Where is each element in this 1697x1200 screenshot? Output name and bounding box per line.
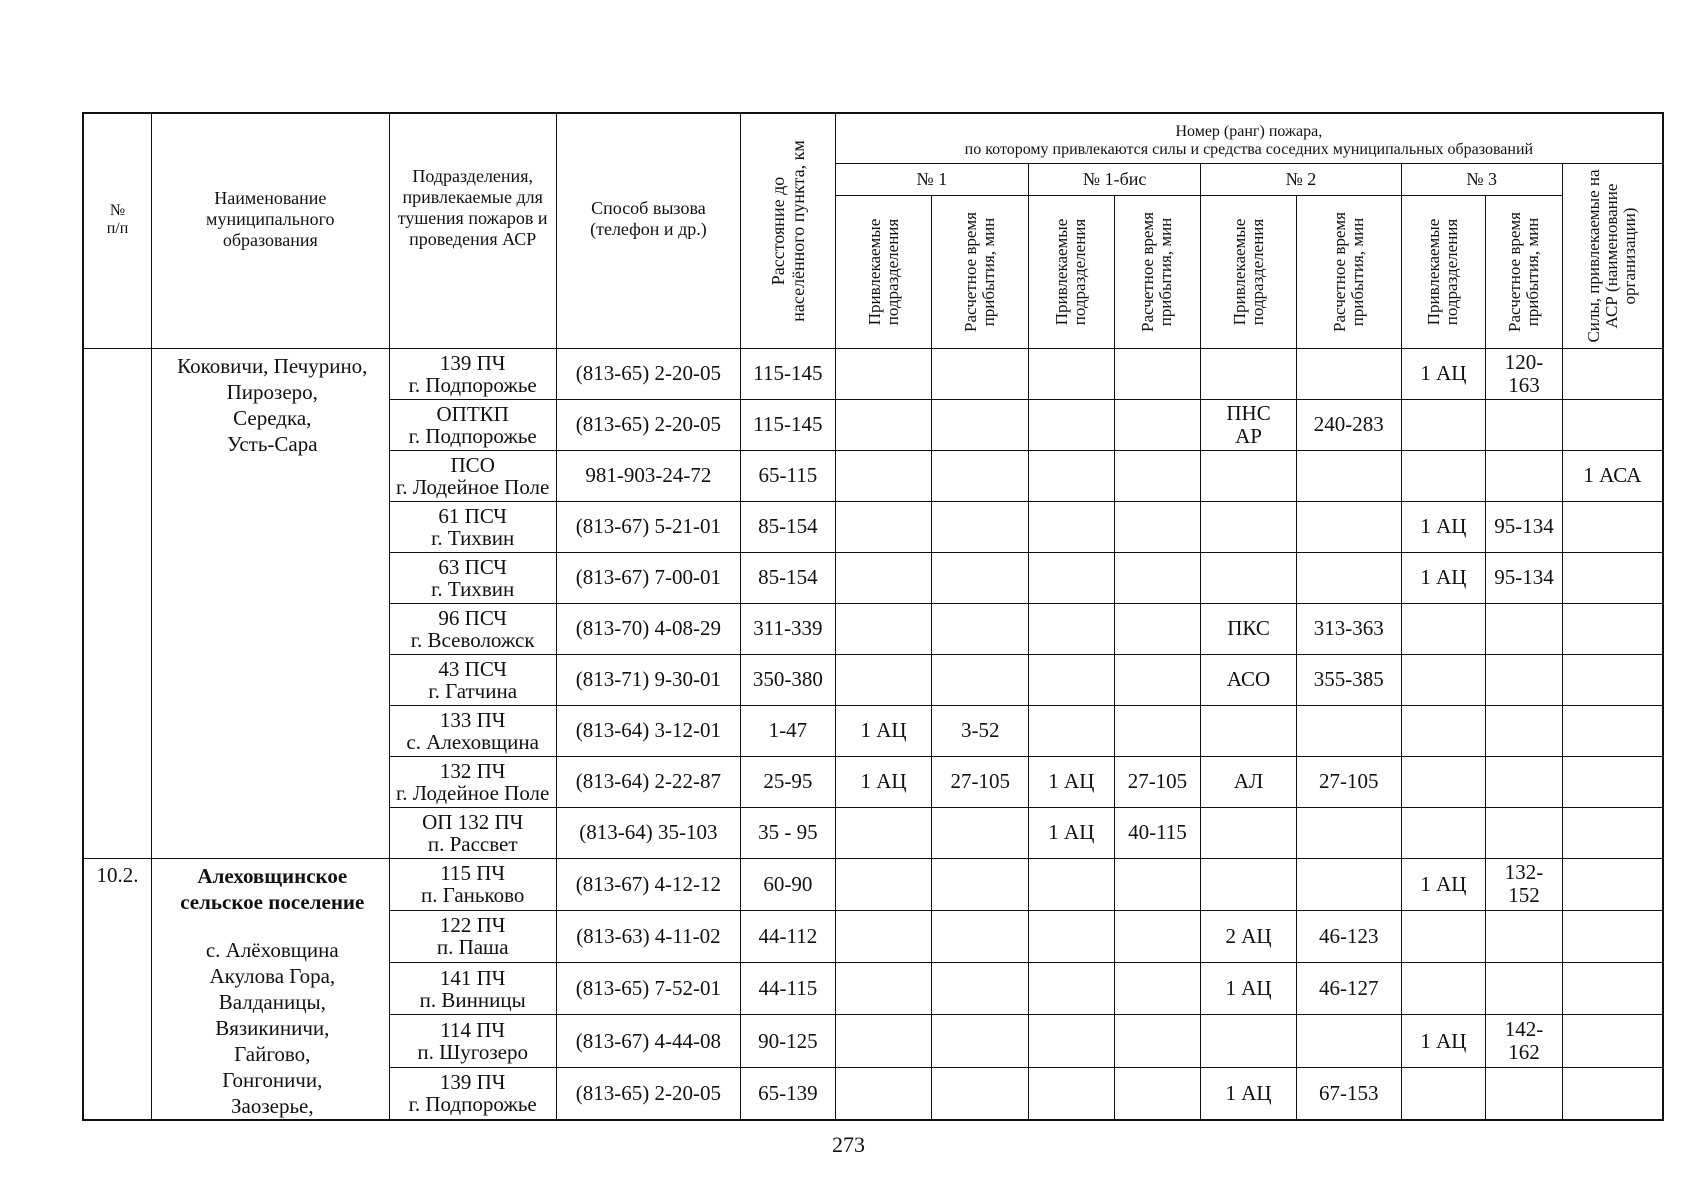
cell-r1u [835,858,932,910]
municipality-cell [151,858,389,1120]
header-rank-3: № 3 [1401,163,1562,195]
unit-location: г. Всеволожск [410,627,535,652]
unit-name: 43 ПСЧ [438,656,507,681]
cell-r3t [1486,705,1563,756]
table-row [83,858,1663,910]
cell-r1bt [1114,552,1201,603]
municipality-cell [151,348,389,858]
cell-dist: 90-125 [741,1015,836,1067]
header-r1-time-label: Расчетное время прибытия, мин [961,211,999,332]
row-number: 10.2. [83,858,151,1120]
cell-r1u [835,552,932,603]
header-rank-2: № 2 [1201,163,1401,195]
cell-r3u: 1 АЦ [1401,552,1486,603]
cell-phone: (813-70) 4-08-29 [556,603,740,654]
cell-r2t [1296,858,1401,910]
cell-r1t [932,654,1029,705]
cell-phone: (813-64) 35-103 [556,807,740,858]
cell-asr [1562,399,1663,450]
settlement-name: Коковичи, Печурино, [177,353,368,378]
cell-r2t [1296,348,1401,399]
cell-r1u: 1 АЦ [835,756,932,807]
cell-r1bt [1114,1067,1201,1119]
cell-r2u: 1 АЦ [1201,963,1297,1015]
municipality-name-line1: Алеховщинское [197,863,348,888]
cell-r2u [1201,450,1297,501]
cell-r1t: 3-52 [932,705,1029,756]
cell-r3t [1486,603,1563,654]
cell-r3t [1486,756,1563,807]
cell-r3u: 1 АЦ [1401,501,1486,552]
cell-r3u [1401,450,1486,501]
cell-dist: 311-339 [741,603,836,654]
cell-r1bt: 27-105 [1114,756,1201,807]
cell-unit [389,1067,556,1119]
unit-name: 141 ПЧ [439,965,506,990]
cell-r1u [835,603,932,654]
cell-phone: (813-64) 3-12-01 [556,705,740,756]
cell-r3u: 1 АЦ [1401,1015,1486,1067]
header-r1-units [835,195,932,348]
cell-r3t: 95-134 [1486,501,1563,552]
cell-r1t [932,603,1029,654]
cell-r1u [835,1067,932,1119]
cell-asr [1562,348,1663,399]
cell-phone: (813-67) 4-44-08 [556,1015,740,1067]
cell-r2t [1296,1015,1401,1067]
cell-r3u: 1 АЦ [1401,348,1486,399]
header-r3-time [1486,195,1563,348]
cell-r2u [1201,348,1297,399]
cell-r2t: 67-153 [1296,1067,1401,1119]
cell-r2t [1296,705,1401,756]
cell-r2t: 27-105 [1296,756,1401,807]
cell-r1bu [1029,1015,1115,1067]
unit-name: ПСО [450,452,495,477]
cell-unit [389,858,556,910]
cell-dist: 65-139 [741,1067,836,1119]
header-r1bis-time [1114,195,1201,348]
cell-r1u [835,910,932,962]
cell-r1bt [1114,501,1201,552]
cell-r2t: 240-283 [1296,399,1401,450]
cell-r3t: 120- 163 [1486,348,1563,399]
cell-dist: 115-145 [741,348,836,399]
cell-r2u [1201,705,1297,756]
cell-r1bu [1029,1067,1115,1119]
unit-name: ОП 132 ПЧ [422,809,524,834]
cell-r3u [1401,807,1486,858]
cell-dist: 85-154 [741,501,836,552]
cell-r1bu [1029,348,1115,399]
table-body [83,348,1663,1120]
cell-r2t [1296,807,1401,858]
cell-r3t: 142- 162 [1486,1015,1563,1067]
settlement-name: Вязикиничи, [215,1015,330,1040]
cell-r1t [932,501,1029,552]
cell-asr [1562,552,1663,603]
cell-r1bt: 40-115 [1114,807,1201,858]
cell-r1t [932,1015,1029,1067]
cell-dist: 44-115 [741,963,836,1015]
header-r2-units [1201,195,1297,348]
settlement-name: Валданицы, [218,989,326,1014]
cell-r3u [1401,1067,1486,1119]
municipality-name-line2: сельское поселение [180,889,365,914]
cell-r3u [1401,910,1486,962]
cell-phone: (813-64) 2-22-87 [556,756,740,807]
settlement-name: Середка, [233,405,312,430]
cell-asr [1562,603,1663,654]
cell-asr [1562,963,1663,1015]
cell-r1bt [1114,654,1201,705]
cell-r1u [835,963,932,1015]
cell-dist: 1-47 [741,705,836,756]
cell-r2u: АСО [1201,654,1297,705]
header-r3-time-label: Расчетное время прибытия, мин [1504,211,1542,332]
cell-r2t: 46-127 [1296,963,1401,1015]
cell-r1t: 27-105 [932,756,1029,807]
cell-r3t [1486,1067,1563,1119]
cell-r1bu [1029,858,1115,910]
cell-r2u: 1 АЦ [1201,1067,1297,1119]
settlement-name: Пирозеро, [226,379,318,404]
cell-r1bu: 1 АЦ [1029,807,1115,858]
unit-location: п. Винницы [419,987,526,1012]
unit-location: п. Рассвет [427,831,518,856]
settlement-name: с. Алёховщина [205,937,339,962]
cell-r1u: 1 АЦ [835,705,932,756]
header-r1-units-label: Привлекаемые подразделения [864,218,902,325]
cell-r1bt [1114,910,1201,962]
cell-phone: (813-67) 7-00-01 [556,552,740,603]
cell-unit [389,1015,556,1067]
cell-r2t: 46-123 [1296,910,1401,962]
cell-r2u [1201,552,1297,603]
cell-phone: (813-65) 7-52-01 [556,963,740,1015]
cell-unit [389,807,556,858]
unit-location: п. Ганьково [420,883,525,908]
cell-asr [1562,1015,1663,1067]
cell-r1bu: 1 АЦ [1029,756,1115,807]
cell-phone: (813-67) 4-12-12 [556,858,740,910]
header-r2-units-label: Привлекаемые подразделения [1229,218,1267,325]
unit-name: 61 ПСЧ [438,503,507,528]
cell-r2t: 355-385 [1296,654,1401,705]
cell-r1u [835,501,932,552]
unit-name: 133 ПЧ [439,707,506,732]
cell-r3t [1486,654,1563,705]
cell-phone: (813-65) 2-20-05 [556,399,740,450]
cell-r2u: 2 АЦ [1201,910,1297,962]
cell-r1t [932,450,1029,501]
cell-unit [389,399,556,450]
cell-r3u: 1 АЦ [1401,858,1486,910]
cell-asr [1562,654,1663,705]
cell-r1bu [1029,963,1115,1015]
cell-r3t [1486,450,1563,501]
cell-r2t [1296,552,1401,603]
cell-r2u: ПНС АР [1201,399,1297,450]
cell-asr: 1 АСА [1562,450,1663,501]
settlement-name: Гонгоничи, [222,1067,323,1092]
cell-r1bt [1114,399,1201,450]
cell-r2u: ПКС [1201,603,1297,654]
cell-r1bu [1029,910,1115,962]
cell-unit [389,348,556,399]
cell-unit [389,450,556,501]
unit-name: 139 ПЧ [439,350,506,375]
cell-unit [389,654,556,705]
unit-location: п. Паша [436,935,509,960]
cell-r1u [835,399,932,450]
cell-r1u [835,807,932,858]
settlement-name: Усть-Сара [227,431,318,456]
unit-location: г. Подпорожье [408,423,537,448]
cell-r1t [932,858,1029,910]
header-rank-1bis: № 1-бис [1029,163,1201,195]
page-number: 273 [832,1132,865,1157]
unit-location: г. Тихвин [431,576,515,601]
cell-phone: (813-65) 2-20-05 [556,348,740,399]
unit-location: г. Лодейное Поле [396,780,550,805]
header-units: Подразделения, привлекаемые для тушения пожаров и проведения АСР [389,113,556,348]
cell-r3u [1401,654,1486,705]
header-fire-rank [835,113,1663,163]
unit-location: г. Подпорожье [408,372,537,397]
cell-unit [389,603,556,654]
cell-unit [389,552,556,603]
cell-r1bu [1029,501,1115,552]
cell-phone: (813-71) 9-30-01 [556,654,740,705]
table-row [83,348,1663,399]
cell-r3u [1401,399,1486,450]
cell-r3u [1401,705,1486,756]
cell-r3t [1486,963,1563,1015]
cell-r1bt [1114,858,1201,910]
settlement-name: Акулова Гора, [209,963,336,988]
unit-name: 114 ПЧ [440,1018,506,1043]
cell-r1u [835,1015,932,1067]
cell-dist: 115-145 [741,399,836,450]
cell-r1bu [1029,603,1115,654]
cell-r1bt [1114,705,1201,756]
cell-asr [1562,705,1663,756]
cell-r3u [1401,603,1486,654]
header-fire-rank-line1: Номер (ранг) пожара, [1175,123,1323,141]
cell-dist: 25-95 [741,756,836,807]
unit-location: г. Гатчина [428,678,518,703]
cell-asr [1562,910,1663,962]
settlement-name: Гайгово, [234,1041,311,1066]
spacer [162,915,383,937]
cell-r2u [1201,807,1297,858]
cell-unit [389,963,556,1015]
cell-unit [389,910,556,962]
unit-location: с. Алеховщина [406,729,539,754]
header-r2-time-label: Расчетное время прибытия, мин [1329,211,1367,332]
row-number-empty [83,348,151,858]
cell-unit [389,705,556,756]
unit-name: 132 ПЧ [439,758,506,783]
cell-dist: 44-112 [741,910,836,962]
header-distance [741,113,836,348]
cell-r1t [932,807,1029,858]
cell-r1bt [1114,348,1201,399]
cell-r2t: 313-363 [1296,603,1401,654]
cell-r1u [835,450,932,501]
cell-unit [389,756,556,807]
cell-r1t [932,348,1029,399]
cell-r1t [932,399,1029,450]
cell-r2u: АЛ [1201,756,1297,807]
cell-r3u [1401,963,1486,1015]
cell-asr [1562,756,1663,807]
cell-r1t [932,1067,1029,1119]
cell-r3t: 95-134 [1486,552,1563,603]
cell-r2u [1201,858,1297,910]
cell-r1bu [1029,552,1115,603]
unit-location: п. Шугозеро [417,1040,528,1065]
unit-location: г. Тихвин [431,525,515,550]
cell-asr [1562,501,1663,552]
cell-r3t: 132- 152 [1486,858,1563,910]
header-number-label: № п/п [106,202,129,237]
cell-dist: 65-115 [741,450,836,501]
cell-r3t [1486,399,1563,450]
cell-dist: 350-380 [741,654,836,705]
cell-phone: (813-65) 2-20-05 [556,1067,740,1119]
header-asr-forces [1562,163,1663,348]
cell-asr [1562,1067,1663,1119]
unit-name: 122 ПЧ [439,913,506,938]
fire-forces-table [82,112,1664,1121]
header-fire-rank-line2: по которому привлекаются силы и средства соседних муниципальных образований [964,141,1534,159]
unit-location: г. Лодейное Поле [396,474,550,499]
cell-r1t [932,552,1029,603]
cell-r1bt [1114,450,1201,501]
header-r1bis-time-label: Расчетное время прибытия, мин [1138,211,1176,332]
cell-dist: 85-154 [741,552,836,603]
unit-name: 115 ПЧ [440,861,506,886]
header-rank-1: № 1 [835,163,1028,195]
header-number [83,113,151,348]
cell-r1bu [1029,450,1115,501]
cell-r1bu [1029,705,1115,756]
cell-r2t [1296,450,1401,501]
header-call-method: Способ вызова (телефон и др.) [556,113,740,348]
unit-name: ОПТКП [436,401,509,426]
header-r1bis-units-label: Привлекаемые подразделения [1052,218,1090,325]
cell-r3u [1401,756,1486,807]
cell-unit [389,501,556,552]
cell-dist: 35 - 95 [741,807,836,858]
cell-phone: (813-63) 4-11-02 [556,910,740,962]
cell-r1bt [1114,1015,1201,1067]
cell-r3t [1486,910,1563,962]
cell-r1bu [1029,654,1115,705]
cell-r1bu [1029,399,1115,450]
unit-location: г. Подпорожье [408,1092,537,1117]
header-distance-label: Расстояние до населённого пункта, км [767,140,808,322]
cell-r1bt [1114,963,1201,1015]
cell-r1u [835,654,932,705]
cell-r1t [932,963,1029,1015]
unit-name: 139 ПЧ [439,1070,506,1095]
cell-dist: 60-90 [741,858,836,910]
cell-r2u [1201,1015,1297,1067]
header-r3-units [1401,195,1486,348]
document-page [82,112,1664,1121]
header-r2-time [1296,195,1401,348]
cell-asr [1562,858,1663,910]
settlement-name: Заозерье, [230,1093,314,1118]
header-asr-forces-label: Силы, привлекаемые на АСР (наименование организации) [1584,168,1640,343]
header-municipality: Наименование муниципального образования [151,113,389,348]
unit-name: 96 ПСЧ [438,605,507,630]
header-r1bis-units [1029,195,1115,348]
header-r1-time [932,195,1029,348]
cell-r1t [932,910,1029,962]
cell-r2u [1201,501,1297,552]
cell-asr [1562,807,1663,858]
cell-r3t [1486,807,1563,858]
unit-name: 63 ПСЧ [438,554,507,579]
cell-phone: (813-67) 5-21-01 [556,501,740,552]
cell-r2t [1296,501,1401,552]
cell-phone: 981-903-24-72 [556,450,740,501]
header-r3-units-label: Привлекаемые подразделения [1424,218,1462,325]
cell-r1u [835,348,932,399]
cell-r1bt [1114,603,1201,654]
